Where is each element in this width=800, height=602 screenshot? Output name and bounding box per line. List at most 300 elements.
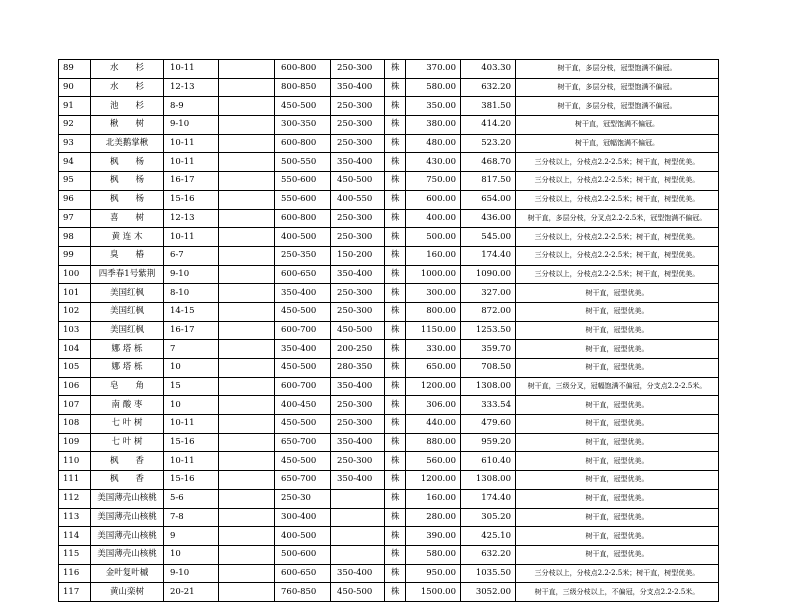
plant-name-cell: 美国红枫: [91, 321, 164, 340]
remarks-cell: 树干直，多层分枝，分叉点2.2-2.5米，冠型饱满不偏冠。: [516, 209, 719, 228]
table-row: [59, 153, 719, 172]
row-number-cell: 93: [59, 134, 91, 153]
remarks-cell: 树干直，冠型优美。: [516, 415, 719, 434]
height-cell: 250-350: [275, 246, 331, 265]
blank-cell: [219, 415, 275, 434]
blank-cell: [219, 190, 275, 209]
table-row: [59, 415, 719, 434]
height-cell: 300-400: [275, 508, 331, 527]
remarks-cell: 树干直，冠型优美。: [516, 433, 719, 452]
remarks-cell: 树干直，三级分叉，冠幅饱满不偏冠，分支点2.2-2.5米。: [516, 377, 719, 396]
table-row: [59, 321, 719, 340]
height-cell: 350-400: [275, 284, 331, 303]
unit-price-cell: 306.00: [406, 396, 461, 415]
table-row: [59, 583, 719, 602]
plant-name-cell: 四季春1号紫荆: [91, 265, 164, 284]
crown-width-cell: 250-300: [331, 134, 385, 153]
unit-price-cell: 350.00: [406, 97, 461, 116]
crown-width-cell: 250-300: [331, 116, 385, 135]
table-row: [59, 284, 719, 303]
crown-width-cell: 250-300: [331, 302, 385, 321]
row-number-cell: 111: [59, 471, 91, 490]
height-cell: 650-700: [275, 471, 331, 490]
remarks-cell: 树干直，冠型优美。: [516, 471, 719, 490]
total-price-cell: 3052.00: [461, 583, 516, 602]
blank-cell: [219, 340, 275, 359]
crown-width-cell: 200-250: [331, 340, 385, 359]
plant-name-cell: 美国红枫: [91, 302, 164, 321]
blank-cell: [219, 153, 275, 172]
row-number-cell: 96: [59, 190, 91, 209]
table-row: [59, 489, 719, 508]
row-number-cell: 109: [59, 433, 91, 452]
table-row: [59, 116, 719, 135]
unit-cell: 株: [385, 97, 406, 116]
unit-cell: 株: [385, 452, 406, 471]
row-number-cell: 89: [59, 60, 91, 79]
remarks-cell: 树干直，冠型优美。: [516, 508, 719, 527]
total-price-cell: 479.60: [461, 415, 516, 434]
crown-width-cell: 250-300: [331, 284, 385, 303]
unit-cell: 株: [385, 545, 406, 564]
height-cell: 650-700: [275, 433, 331, 452]
total-price-cell: 654.00: [461, 190, 516, 209]
table-row: [59, 340, 719, 359]
table-row: [59, 545, 719, 564]
table-row: [59, 359, 719, 378]
total-price-cell: 359.70: [461, 340, 516, 359]
crown-width-cell: 400-550: [331, 190, 385, 209]
remarks-cell: 树干直，多层分枝，冠型饱满不偏冠。: [516, 97, 719, 116]
height-cell: 500-600: [275, 545, 331, 564]
blank-cell: [219, 97, 275, 116]
height-cell: 600-700: [275, 377, 331, 396]
height-cell: 300-350: [275, 116, 331, 135]
remarks-cell: 树干直，冠型优美。: [516, 545, 719, 564]
unit-price-cell: 370.00: [406, 60, 461, 79]
crown-width-cell: 350-400: [331, 265, 385, 284]
blank-cell: [219, 452, 275, 471]
total-price-cell: 545.00: [461, 228, 516, 247]
plant-name-cell: 皂 角: [91, 377, 164, 396]
height-cell: 600-650: [275, 265, 331, 284]
size-spec-cell: 15-16: [164, 471, 219, 490]
table-row: [59, 452, 719, 471]
row-number-cell: 99: [59, 246, 91, 265]
crown-width-cell: 250-300: [331, 228, 385, 247]
total-price-cell: 425.10: [461, 527, 516, 546]
size-spec-cell: 10-11: [164, 134, 219, 153]
size-spec-cell: 12-13: [164, 78, 219, 97]
height-cell: 600-800: [275, 60, 331, 79]
blank-cell: [219, 583, 275, 602]
unit-cell: 株: [385, 340, 406, 359]
size-spec-cell: 14-15: [164, 302, 219, 321]
plant-name-cell: 枫 杨: [91, 153, 164, 172]
blank-cell: [219, 508, 275, 527]
unit-cell: 株: [385, 284, 406, 303]
height-cell: 400-500: [275, 228, 331, 247]
nursery-price-table: [58, 59, 719, 602]
table-row: [59, 396, 719, 415]
unit-price-cell: 390.00: [406, 527, 461, 546]
unit-price-cell: 280.00: [406, 508, 461, 527]
remarks-cell: 树干直，冠型优美。: [516, 527, 719, 546]
unit-price-cell: 950.00: [406, 564, 461, 583]
unit-price-cell: 400.00: [406, 209, 461, 228]
crown-width-cell: [331, 508, 385, 527]
plant-name-cell: 池 杉: [91, 97, 164, 116]
unit-cell: 株: [385, 116, 406, 135]
blank-cell: [219, 134, 275, 153]
blank-cell: [219, 396, 275, 415]
remarks-cell: 树干直，冠型优美。: [516, 340, 719, 359]
row-number-cell: 108: [59, 415, 91, 434]
unit-cell: 株: [385, 321, 406, 340]
table-row: [59, 246, 719, 265]
blank-cell: [219, 302, 275, 321]
size-spec-cell: 7: [164, 340, 219, 359]
unit-cell: 株: [385, 246, 406, 265]
crown-width-cell: 350-400: [331, 433, 385, 452]
unit-cell: 株: [385, 228, 406, 247]
unit-cell: 株: [385, 172, 406, 191]
crown-width-cell: 250-300: [331, 415, 385, 434]
table-row: [59, 209, 719, 228]
total-price-cell: 959.20: [461, 433, 516, 452]
total-price-cell: 305.20: [461, 508, 516, 527]
size-spec-cell: 15-16: [164, 190, 219, 209]
height-cell: 550-600: [275, 190, 331, 209]
unit-cell: 株: [385, 489, 406, 508]
height-cell: 800-850: [275, 78, 331, 97]
unit-cell: 株: [385, 377, 406, 396]
total-price-cell: 403.30: [461, 60, 516, 79]
unit-price-cell: 650.00: [406, 359, 461, 378]
total-price-cell: 1253.50: [461, 321, 516, 340]
size-spec-cell: 9-10: [164, 116, 219, 135]
height-cell: 450-500: [275, 452, 331, 471]
crown-width-cell: [331, 489, 385, 508]
blank-cell: [219, 564, 275, 583]
size-spec-cell: 10-11: [164, 228, 219, 247]
blank-cell: [219, 228, 275, 247]
total-price-cell: 632.20: [461, 545, 516, 564]
total-price-cell: 817.50: [461, 172, 516, 191]
row-number-cell: 107: [59, 396, 91, 415]
plant-name-cell: 枫 香: [91, 452, 164, 471]
size-spec-cell: 16-17: [164, 321, 219, 340]
row-number-cell: 117: [59, 583, 91, 602]
remarks-cell: 三分枝以上，分枝点2.2-2.5米；树干直，树型优美。: [516, 246, 719, 265]
unit-cell: 株: [385, 190, 406, 209]
table-row: [59, 302, 719, 321]
remarks-cell: 树干直，冠型优美。: [516, 302, 719, 321]
remarks-cell: 树干直，冠型优美。: [516, 396, 719, 415]
remarks-cell: 树干直，三级分枝以上，不偏冠，分支点2.2-2.5米。: [516, 583, 719, 602]
crown-width-cell: 150-200: [331, 246, 385, 265]
unit-price-cell: 580.00: [406, 545, 461, 564]
unit-price-cell: 800.00: [406, 302, 461, 321]
height-cell: 450-500: [275, 359, 331, 378]
height-cell: 450-500: [275, 302, 331, 321]
total-price-cell: 468.70: [461, 153, 516, 172]
unit-price-cell: 600.00: [406, 190, 461, 209]
crown-width-cell: [331, 527, 385, 546]
blank-cell: [219, 471, 275, 490]
plant-name-cell: 水 杉: [91, 78, 164, 97]
size-spec-cell: 20-21: [164, 583, 219, 602]
unit-cell: 株: [385, 60, 406, 79]
remarks-cell: 树干直，冠型饱满不偏冠。: [516, 116, 719, 135]
row-number-cell: 101: [59, 284, 91, 303]
row-number-cell: 91: [59, 97, 91, 116]
size-spec-cell: 12-13: [164, 209, 219, 228]
unit-cell: 株: [385, 396, 406, 415]
crown-width-cell: 450-500: [331, 583, 385, 602]
table-row: [59, 508, 719, 527]
size-spec-cell: 15: [164, 377, 219, 396]
size-spec-cell: 7-8: [164, 508, 219, 527]
unit-price-cell: 300.00: [406, 284, 461, 303]
plant-name-cell: 七 叶 树: [91, 433, 164, 452]
table-body: [59, 60, 719, 602]
table-row: [59, 60, 719, 79]
remarks-cell: 树干直，冠型优美。: [516, 321, 719, 340]
crown-width-cell: 350-400: [331, 471, 385, 490]
total-price-cell: 174.40: [461, 246, 516, 265]
size-spec-cell: 6-7: [164, 246, 219, 265]
unit-cell: 株: [385, 433, 406, 452]
crown-width-cell: 250-300: [331, 396, 385, 415]
plant-name-cell: 美国薄壳山核桃: [91, 545, 164, 564]
row-number-cell: 92: [59, 116, 91, 135]
blank-cell: [219, 246, 275, 265]
row-number-cell: 90: [59, 78, 91, 97]
crown-width-cell: 450-500: [331, 172, 385, 191]
total-price-cell: 327.00: [461, 284, 516, 303]
unit-cell: 株: [385, 265, 406, 284]
plant-name-cell: 楸 树: [91, 116, 164, 135]
crown-width-cell: 250-300: [331, 209, 385, 228]
unit-cell: 株: [385, 134, 406, 153]
unit-price-cell: 1000.00: [406, 265, 461, 284]
unit-cell: 株: [385, 583, 406, 602]
plant-name-cell: 枫 杨: [91, 172, 164, 191]
unit-price-cell: 500.00: [406, 228, 461, 247]
crown-width-cell: 350-400: [331, 564, 385, 583]
total-price-cell: 708.50: [461, 359, 516, 378]
unit-cell: 株: [385, 564, 406, 583]
plant-name-cell: 美国薄壳山核桃: [91, 527, 164, 546]
table-row: [59, 134, 719, 153]
row-number-cell: 106: [59, 377, 91, 396]
row-number-cell: 115: [59, 545, 91, 564]
crown-width-cell: 350-400: [331, 377, 385, 396]
unit-cell: 株: [385, 78, 406, 97]
remarks-cell: 三分枝以上，分枝点2.2-2.5米；树干直，树型优美。: [516, 172, 719, 191]
row-number-cell: 103: [59, 321, 91, 340]
row-number-cell: 110: [59, 452, 91, 471]
plant-name-cell: 北美鹅掌楸: [91, 134, 164, 153]
crown-width-cell: 250-300: [331, 97, 385, 116]
size-spec-cell: 10: [164, 396, 219, 415]
height-cell: 250-30: [275, 489, 331, 508]
row-number-cell: 114: [59, 527, 91, 546]
crown-width-cell: 250-300: [331, 452, 385, 471]
crown-width-cell: 250-300: [331, 60, 385, 79]
unit-price-cell: 1150.00: [406, 321, 461, 340]
size-spec-cell: 10: [164, 545, 219, 564]
blank-cell: [219, 433, 275, 452]
plant-name-cell: 南 酸 枣: [91, 396, 164, 415]
blank-cell: [219, 489, 275, 508]
table-row: [59, 228, 719, 247]
table-row: [59, 433, 719, 452]
plant-name-cell: 黄 连 木: [91, 228, 164, 247]
crown-width-cell: 450-500: [331, 321, 385, 340]
row-number-cell: 98: [59, 228, 91, 247]
remarks-cell: 树干直，冠型优美。: [516, 489, 719, 508]
table-row: [59, 97, 719, 116]
unit-cell: 株: [385, 508, 406, 527]
row-number-cell: 116: [59, 564, 91, 583]
height-cell: 500-550: [275, 153, 331, 172]
total-price-cell: 414.20: [461, 116, 516, 135]
height-cell: 400-450: [275, 396, 331, 415]
row-number-cell: 94: [59, 153, 91, 172]
remarks-cell: 树干直，多层分枝，冠型饱满不偏冠。: [516, 78, 719, 97]
crown-width-cell: 350-400: [331, 153, 385, 172]
size-spec-cell: 10-11: [164, 452, 219, 471]
total-price-cell: 381.50: [461, 97, 516, 116]
size-spec-cell: 15-16: [164, 433, 219, 452]
total-price-cell: 1035.50: [461, 564, 516, 583]
blank-cell: [219, 284, 275, 303]
unit-price-cell: 560.00: [406, 452, 461, 471]
height-cell: 400-500: [275, 527, 331, 546]
plant-name-cell: 娜 塔 栎: [91, 359, 164, 378]
plant-name-cell: 水 杉: [91, 60, 164, 79]
crown-width-cell: [331, 545, 385, 564]
blank-cell: [219, 359, 275, 378]
unit-cell: 株: [385, 302, 406, 321]
size-spec-cell: 16-17: [164, 172, 219, 191]
table-row: [59, 172, 719, 191]
unit-cell: 株: [385, 153, 406, 172]
plant-name-cell: 金叶复叶槭: [91, 564, 164, 583]
row-number-cell: 95: [59, 172, 91, 191]
remarks-cell: 三分枝以上，分枝点2.2-2.5米；树干直，树型优美。: [516, 153, 719, 172]
size-spec-cell: 10-11: [164, 415, 219, 434]
table-row: [59, 377, 719, 396]
row-number-cell: 105: [59, 359, 91, 378]
row-number-cell: 112: [59, 489, 91, 508]
height-cell: 600-800: [275, 209, 331, 228]
height-cell: 550-600: [275, 172, 331, 191]
height-cell: 760-850: [275, 583, 331, 602]
unit-price-cell: 160.00: [406, 489, 461, 508]
size-spec-cell: 9-10: [164, 265, 219, 284]
plant-name-cell: 枫 香: [91, 471, 164, 490]
row-number-cell: 100: [59, 265, 91, 284]
plant-name-cell: 臭 椿: [91, 246, 164, 265]
blank-cell: [219, 545, 275, 564]
blank-cell: [219, 321, 275, 340]
height-cell: 350-400: [275, 340, 331, 359]
table-row: [59, 190, 719, 209]
unit-price-cell: 1500.00: [406, 583, 461, 602]
total-price-cell: 610.40: [461, 452, 516, 471]
total-price-cell: 436.00: [461, 209, 516, 228]
plant-name-cell: 七 叶 树: [91, 415, 164, 434]
unit-price-cell: 380.00: [406, 116, 461, 135]
unit-price-cell: 880.00: [406, 433, 461, 452]
blank-cell: [219, 377, 275, 396]
total-price-cell: 523.20: [461, 134, 516, 153]
unit-price-cell: 160.00: [406, 246, 461, 265]
blank-cell: [219, 78, 275, 97]
total-price-cell: 174.40: [461, 489, 516, 508]
remarks-cell: 树干直，冠型优美。: [516, 452, 719, 471]
remarks-cell: 三分枝以上，分枝点2.2-2.5米；树干直，树型优美。: [516, 265, 719, 284]
table-row: [59, 471, 719, 490]
remarks-cell: 树干直，冠型优美。: [516, 284, 719, 303]
unit-price-cell: 1200.00: [406, 377, 461, 396]
table-row: [59, 564, 719, 583]
plant-name-cell: 黄山栾树: [91, 583, 164, 602]
row-number-cell: 104: [59, 340, 91, 359]
remarks-cell: 三分枝以上，分枝点2.2-2.5米；树干直，树型优美。: [516, 190, 719, 209]
row-number-cell: 102: [59, 302, 91, 321]
unit-price-cell: 750.00: [406, 172, 461, 191]
unit-cell: 株: [385, 209, 406, 228]
remarks-cell: 三分枝以上，分枝点2.2-2.5米；树干直，树型优美。: [516, 564, 719, 583]
blank-cell: [219, 265, 275, 284]
blank-cell: [219, 116, 275, 135]
row-number-cell: 97: [59, 209, 91, 228]
size-spec-cell: 9-10: [164, 564, 219, 583]
total-price-cell: 1090.00: [461, 265, 516, 284]
unit-cell: 株: [385, 415, 406, 434]
remarks-cell: 树干直，冠幅饱满不偏冠。: [516, 134, 719, 153]
blank-cell: [219, 172, 275, 191]
unit-cell: 株: [385, 359, 406, 378]
plant-name-cell: 美国红枫: [91, 284, 164, 303]
size-spec-cell: 8-9: [164, 97, 219, 116]
total-price-cell: 1308.00: [461, 471, 516, 490]
total-price-cell: 333.54: [461, 396, 516, 415]
unit-price-cell: 1200.00: [406, 471, 461, 490]
height-cell: 600-650: [275, 564, 331, 583]
height-cell: 600-800: [275, 134, 331, 153]
plant-name-cell: 美国薄壳山核桃: [91, 508, 164, 527]
plant-name-cell: 娜 塔 栎: [91, 340, 164, 359]
blank-cell: [219, 60, 275, 79]
plant-name-cell: 枫 杨: [91, 190, 164, 209]
unit-price-cell: 580.00: [406, 78, 461, 97]
size-spec-cell: 5-6: [164, 489, 219, 508]
height-cell: 600-700: [275, 321, 331, 340]
plant-name-cell: 喜 树: [91, 209, 164, 228]
size-spec-cell: 10-11: [164, 153, 219, 172]
remarks-cell: 树干直，冠型优美。: [516, 359, 719, 378]
unit-price-cell: 440.00: [406, 415, 461, 434]
table-row: [59, 527, 719, 546]
size-spec-cell: 10-11: [164, 60, 219, 79]
crown-width-cell: 350-400: [331, 78, 385, 97]
unit-price-cell: 480.00: [406, 134, 461, 153]
